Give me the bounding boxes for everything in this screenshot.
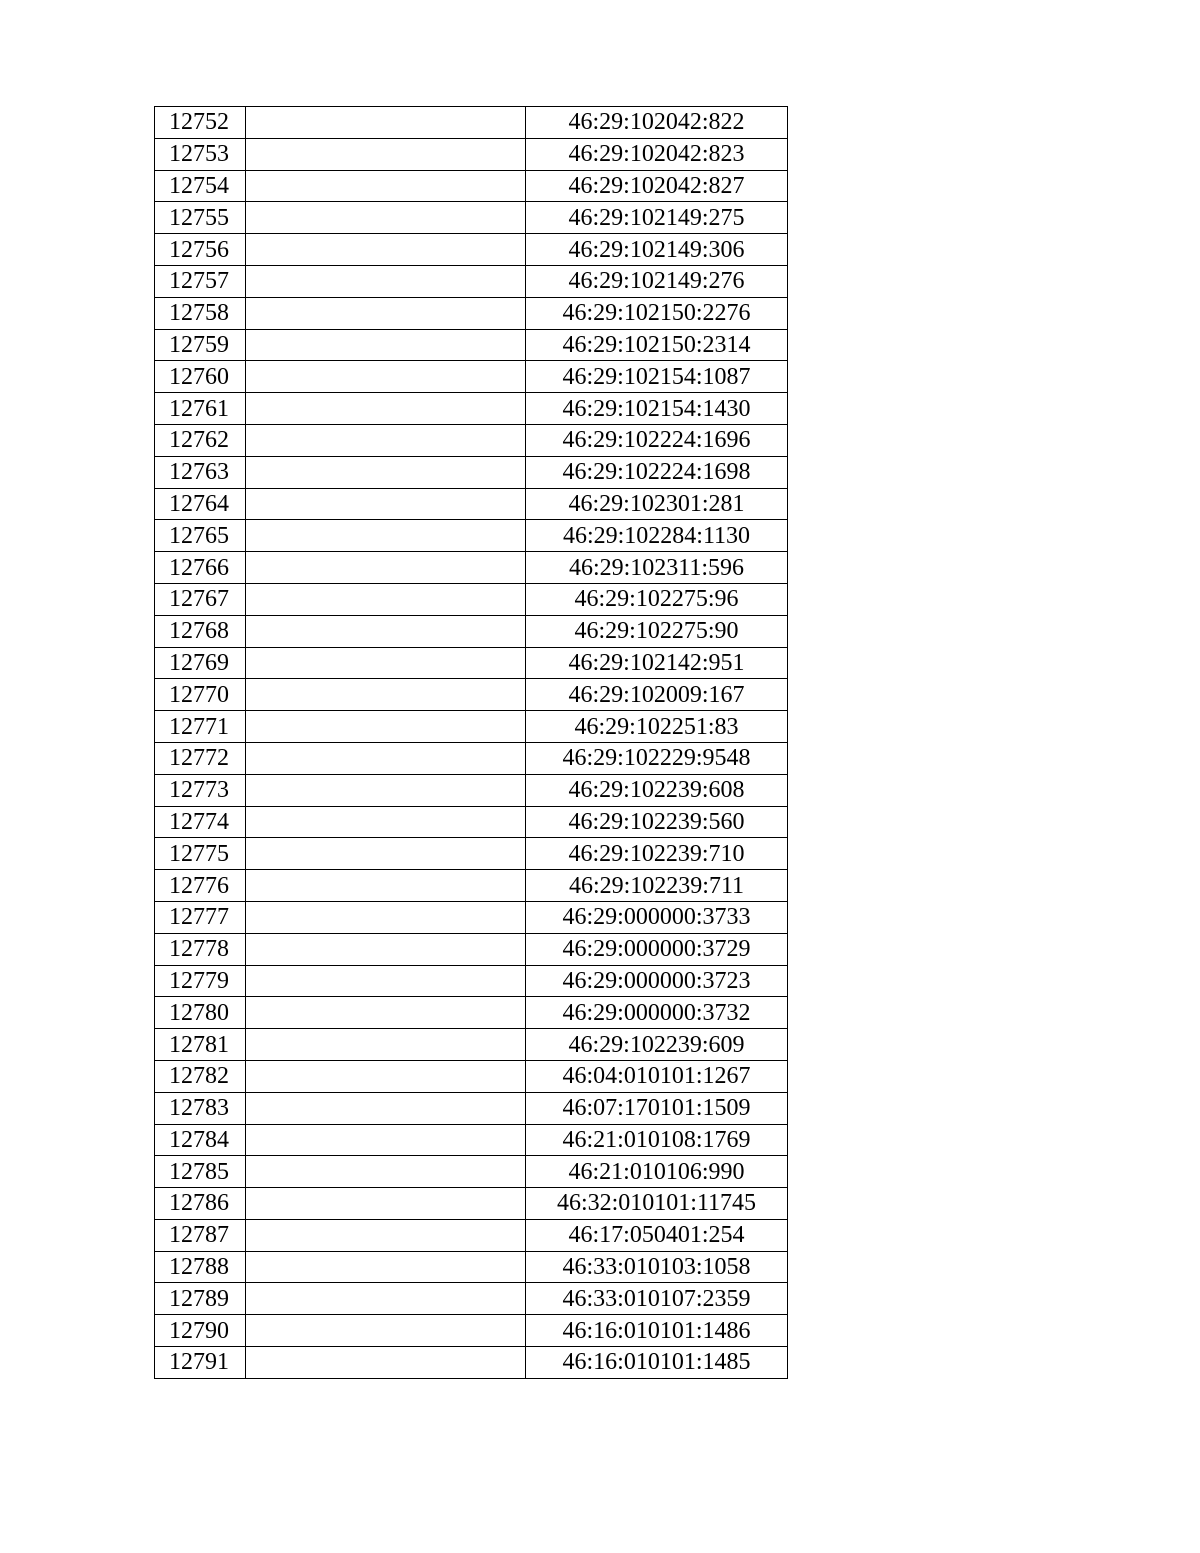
empty-cell (246, 742, 526, 774)
cadastral-number-cell: 46:29:102042:822 (526, 107, 788, 139)
row-number-cell: 12788 (155, 1251, 246, 1283)
row-number-cell: 12756 (155, 234, 246, 266)
row-number-cell: 12791 (155, 1347, 246, 1379)
empty-cell (246, 615, 526, 647)
empty-cell (246, 647, 526, 679)
row-number-cell: 12761 (155, 393, 246, 425)
empty-cell (246, 774, 526, 806)
empty-cell (246, 297, 526, 329)
table-row (155, 615, 788, 647)
empty-cell (246, 552, 526, 584)
row-number-cell: 12780 (155, 997, 246, 1029)
row-number-cell: 12763 (155, 456, 246, 488)
cadastral-number-cell: 46:29:102284:1130 (526, 520, 788, 552)
row-number-cell: 12785 (155, 1156, 246, 1188)
table-row (155, 1347, 788, 1379)
empty-cell (246, 1219, 526, 1251)
cadastral-number-cell: 46:32:010101:11745 (526, 1188, 788, 1220)
cadastral-number-cell: 46:29:000000:3732 (526, 997, 788, 1029)
cadastral-number-cell: 46:29:102275:90 (526, 615, 788, 647)
cadastral-number-cell: 46:07:170101:1509 (526, 1092, 788, 1124)
empty-cell (246, 393, 526, 425)
row-number-cell: 12776 (155, 870, 246, 902)
cadastral-number-table (154, 106, 788, 1379)
row-number-cell: 12762 (155, 424, 246, 456)
table-row (155, 1283, 788, 1315)
table-row (155, 1156, 788, 1188)
empty-cell (246, 806, 526, 838)
table-row (155, 583, 788, 615)
cadastral-number-cell: 46:33:010103:1058 (526, 1251, 788, 1283)
cadastral-number-cell: 46:29:000000:3723 (526, 965, 788, 997)
cadastral-number-cell: 46:16:010101:1485 (526, 1347, 788, 1379)
table-row (155, 838, 788, 870)
table-row (155, 265, 788, 297)
table-row (155, 1124, 788, 1156)
row-number-cell: 12760 (155, 361, 246, 393)
empty-cell (246, 997, 526, 1029)
empty-cell (246, 1315, 526, 1347)
empty-cell (246, 583, 526, 615)
table-row (155, 997, 788, 1029)
table-row (155, 965, 788, 997)
empty-cell (246, 1029, 526, 1061)
cadastral-number-cell: 46:29:102239:711 (526, 870, 788, 902)
table-row (155, 1315, 788, 1347)
table-row (155, 1251, 788, 1283)
table-row (155, 488, 788, 520)
empty-cell (246, 1251, 526, 1283)
cadastral-number-cell: 46:17:050401:254 (526, 1219, 788, 1251)
cadastral-number-cell: 46:29:102149:276 (526, 265, 788, 297)
table-row (155, 552, 788, 584)
table-row (155, 647, 788, 679)
row-number-cell: 12764 (155, 488, 246, 520)
row-number-cell: 12786 (155, 1188, 246, 1220)
cadastral-number-cell: 46:29:000000:3729 (526, 933, 788, 965)
cadastral-number-cell: 46:29:102042:823 (526, 138, 788, 170)
row-number-cell: 12766 (155, 552, 246, 584)
table-row (155, 774, 788, 806)
empty-cell (246, 202, 526, 234)
empty-cell (246, 424, 526, 456)
empty-cell (246, 870, 526, 902)
cadastral-number-cell: 46:16:010101:1486 (526, 1315, 788, 1347)
table-row (155, 329, 788, 361)
row-number-cell: 12772 (155, 742, 246, 774)
empty-cell (246, 711, 526, 743)
empty-cell (246, 1092, 526, 1124)
cadastral-number-cell: 46:29:102154:1087 (526, 361, 788, 393)
row-number-cell: 12769 (155, 647, 246, 679)
cadastral-number-cell: 46:29:102149:275 (526, 202, 788, 234)
empty-cell (246, 1124, 526, 1156)
row-number-cell: 12765 (155, 520, 246, 552)
empty-cell (246, 265, 526, 297)
table-row (155, 107, 788, 139)
row-number-cell: 12771 (155, 711, 246, 743)
cadastral-number-cell: 46:04:010101:1267 (526, 1060, 788, 1092)
empty-cell (246, 1188, 526, 1220)
cadastral-number-cell: 46:29:102239:608 (526, 774, 788, 806)
empty-cell (246, 1347, 526, 1379)
table-row (155, 1060, 788, 1092)
table-row (155, 393, 788, 425)
table-row (155, 933, 788, 965)
table-row (155, 297, 788, 329)
table-row (155, 456, 788, 488)
cadastral-number-cell: 46:29:102239:609 (526, 1029, 788, 1061)
empty-cell (246, 520, 526, 552)
table-row (155, 1092, 788, 1124)
row-number-cell: 12753 (155, 138, 246, 170)
row-number-cell: 12757 (155, 265, 246, 297)
cadastral-number-cell: 46:29:102150:2276 (526, 297, 788, 329)
cadastral-number-cell: 46:29:102239:710 (526, 838, 788, 870)
table-row (155, 234, 788, 266)
cadastral-number-cell: 46:29:102154:1430 (526, 393, 788, 425)
empty-cell (246, 456, 526, 488)
row-number-cell: 12784 (155, 1124, 246, 1156)
table-row (155, 424, 788, 456)
empty-cell (246, 901, 526, 933)
cadastral-number-cell: 46:29:102311:596 (526, 552, 788, 584)
row-number-cell: 12789 (155, 1283, 246, 1315)
row-number-cell: 12778 (155, 933, 246, 965)
empty-cell (246, 361, 526, 393)
cadastral-number-cell: 46:29:102042:827 (526, 170, 788, 202)
table-row (155, 901, 788, 933)
row-number-cell: 12758 (155, 297, 246, 329)
cadastral-number-cell: 46:29:102142:951 (526, 647, 788, 679)
row-number-cell: 12755 (155, 202, 246, 234)
row-number-cell: 12790 (155, 1315, 246, 1347)
cadastral-number-cell: 46:29:102224:1698 (526, 456, 788, 488)
cadastral-number-cell: 46:29:102229:9548 (526, 742, 788, 774)
table-row (155, 1219, 788, 1251)
row-number-cell: 12773 (155, 774, 246, 806)
row-number-cell: 12767 (155, 583, 246, 615)
cadastral-number-cell: 46:21:010108:1769 (526, 1124, 788, 1156)
table-row (155, 806, 788, 838)
table-row (155, 679, 788, 711)
row-number-cell: 12754 (155, 170, 246, 202)
cadastral-number-cell: 46:29:102251:83 (526, 711, 788, 743)
cadastral-number-cell: 46:29:102301:281 (526, 488, 788, 520)
table-row (155, 138, 788, 170)
empty-cell (246, 138, 526, 170)
row-number-cell: 12770 (155, 679, 246, 711)
row-number-cell: 12787 (155, 1219, 246, 1251)
table-row (155, 202, 788, 234)
table-row (155, 711, 788, 743)
empty-cell (246, 965, 526, 997)
cadastral-number-cell: 46:29:102239:560 (526, 806, 788, 838)
empty-cell (246, 1283, 526, 1315)
row-number-cell: 12768 (155, 615, 246, 647)
row-number-cell: 12779 (155, 965, 246, 997)
row-number-cell: 12783 (155, 1092, 246, 1124)
cadastral-number-cell: 46:29:102224:1696 (526, 424, 788, 456)
row-number-cell: 12782 (155, 1060, 246, 1092)
cadastral-number-cell: 46:29:102150:2314 (526, 329, 788, 361)
table-row (155, 742, 788, 774)
table-row (155, 520, 788, 552)
row-number-cell: 12781 (155, 1029, 246, 1061)
row-number-cell: 12752 (155, 107, 246, 139)
cadastral-number-cell: 46:29:102275:96 (526, 583, 788, 615)
table-row (155, 170, 788, 202)
cadastral-number-cell: 46:29:000000:3733 (526, 901, 788, 933)
cadastral-number-cell: 46:21:010106:990 (526, 1156, 788, 1188)
empty-cell (246, 933, 526, 965)
row-number-cell: 12759 (155, 329, 246, 361)
table-row (155, 870, 788, 902)
empty-cell (246, 1156, 526, 1188)
cadastral-number-cell: 46:29:102149:306 (526, 234, 788, 266)
row-number-cell: 12777 (155, 901, 246, 933)
table-row (155, 1188, 788, 1220)
row-number-cell: 12775 (155, 838, 246, 870)
empty-cell (246, 679, 526, 711)
table-row (155, 1029, 788, 1061)
empty-cell (246, 234, 526, 266)
cadastral-number-cell: 46:33:010107:2359 (526, 1283, 788, 1315)
cadastral-number-cell: 46:29:102009:167 (526, 679, 788, 711)
empty-cell (246, 488, 526, 520)
empty-cell (246, 329, 526, 361)
empty-cell (246, 1060, 526, 1092)
empty-cell (246, 838, 526, 870)
table-body (155, 107, 788, 1379)
table-row (155, 361, 788, 393)
empty-cell (246, 170, 526, 202)
empty-cell (246, 107, 526, 139)
row-number-cell: 12774 (155, 806, 246, 838)
